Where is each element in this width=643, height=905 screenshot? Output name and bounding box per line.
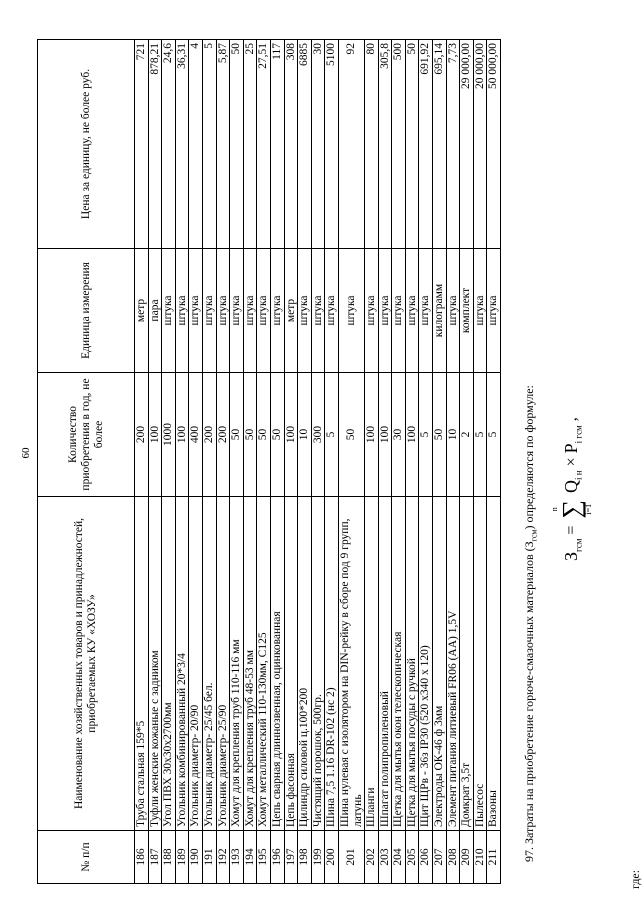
cell-price: 308 — [284, 40, 298, 249]
sum-upper-limit: n — [550, 507, 560, 512]
cell-price: 25 — [243, 40, 257, 249]
cell-price: 36,31 — [175, 40, 189, 249]
formula-q-symbol: Q — [561, 480, 582, 493]
cell-qty: 10 — [446, 373, 460, 497]
cell-num: 194 — [243, 831, 257, 884]
cell-name: Щетка для мытья окон телескопическая — [392, 497, 406, 831]
cell-unit: штука — [446, 249, 460, 373]
cell-name: Угольник диаметр- 20/90 — [189, 497, 203, 831]
formula-equals: = — [563, 525, 581, 535]
cell-price: 691,92 — [419, 40, 433, 249]
table-row — [216, 40, 230, 884]
formula-times: × — [563, 457, 581, 467]
table-row — [311, 40, 325, 884]
cell-name: Цилиндр силовой ц.100*200 — [298, 497, 312, 831]
cell-unit: штука — [487, 249, 501, 373]
formula-p — [561, 425, 584, 453]
cell-qty: 100 — [378, 373, 392, 497]
cell-price: 50 — [405, 40, 419, 249]
cell-name: Домкрат 3,5т — [460, 497, 474, 831]
cell-price: 721 — [135, 40, 149, 249]
cell-num: 188 — [162, 831, 176, 884]
table-row — [405, 40, 419, 884]
cell-unit: штука — [189, 249, 203, 373]
cell-price: 878,21 — [148, 40, 162, 249]
table-row — [446, 40, 460, 884]
table-row — [135, 40, 149, 884]
cell-name: Шланги — [365, 497, 379, 831]
table-body — [135, 40, 501, 884]
items-table — [37, 39, 501, 884]
cell-num: 198 — [298, 831, 312, 884]
cell-qty: 50 — [433, 373, 447, 497]
cell-qty: 400 — [189, 373, 203, 497]
cell-unit: штука — [175, 249, 189, 373]
header-num: № п/п — [38, 831, 135, 884]
cell-unit: штука — [162, 249, 176, 373]
sum-symbol: ∑ — [557, 500, 587, 519]
cell-num: 190 — [189, 831, 203, 884]
cell-name: Угольник диаметр- 25/45 бел. — [202, 497, 216, 831]
cell-num: 205 — [405, 831, 419, 884]
table-row — [243, 40, 257, 884]
table-row — [284, 40, 298, 884]
cell-price: 29 000,00 — [460, 40, 474, 249]
cell-num: 210 — [473, 831, 487, 884]
cell-qty: 200 — [216, 373, 230, 497]
header-name: Наименование хозяйственных товаров и принадлежностей, приобретаемых КУ «ХОЗУ» — [38, 497, 135, 831]
cell-num: 211 — [487, 831, 501, 884]
cell-price: 7,73 — [446, 40, 460, 249]
cell-qty: 50 — [243, 373, 257, 497]
formula — [550, 11, 594, 561]
cell-qty: 50 — [257, 373, 271, 497]
formula-p-subscript: i гсм — [573, 425, 584, 444]
cell-qty: 50 — [230, 373, 244, 497]
cell-qty: 30 — [392, 373, 406, 497]
cell-qty: 5 — [473, 373, 487, 497]
cell-unit: метр — [135, 249, 149, 373]
table-row — [378, 40, 392, 884]
cell-unit: комплект — [460, 249, 474, 373]
cell-name: Угол ПВХ 30х30х2700мм — [162, 497, 176, 831]
cell-name: Хомут для крепления труб 48-53 мм — [243, 497, 257, 831]
cell-qty: 5 — [419, 373, 433, 497]
cell-unit: штука — [257, 249, 271, 373]
cell-name: Щетка для мытья посуды с ручкой — [405, 497, 419, 831]
cell-price: 5,87 — [216, 40, 230, 249]
cell-unit: штука — [365, 249, 379, 373]
cell-num: 191 — [202, 831, 216, 884]
cell-unit: пара — [148, 249, 162, 373]
cell-price: 20 000,00 — [473, 40, 487, 249]
cell-name: Труба стальная 159*5 — [135, 497, 149, 831]
cell-num: 199 — [311, 831, 325, 884]
cell-unit: метр — [284, 249, 298, 373]
cell-unit: штука — [392, 249, 406, 373]
cell-price: 500 — [392, 40, 406, 249]
cell-num: 209 — [460, 831, 474, 884]
cell-price: 92 — [338, 40, 364, 249]
table-header-row — [38, 40, 135, 884]
cell-unit: штука — [216, 249, 230, 373]
cell-unit: штука — [298, 249, 312, 373]
cell-unit: штука — [202, 249, 216, 373]
paragraph-text-before: 97. Затраты на приобретение горюче-смазочных материалов (З — [522, 541, 537, 862]
table-row — [298, 40, 312, 884]
cell-num: 189 — [175, 831, 189, 884]
table-row — [392, 40, 406, 884]
cell-qty: 300 — [311, 373, 325, 497]
sum-lower-limit: i=1 — [584, 503, 594, 515]
cell-price: 305,8 — [378, 40, 392, 249]
cell-name: Хомут для крепления труб 110-116 мм — [230, 497, 244, 831]
summation — [550, 500, 594, 519]
cell-num: 200 — [325, 831, 339, 884]
cell-name: Элемент питания литиевый FR06 (АА) 1,5V — [446, 497, 460, 831]
table-row — [433, 40, 447, 884]
cell-qty: 200 — [202, 373, 216, 497]
header-unit: Единица измерения — [38, 249, 135, 373]
cell-num: 195 — [257, 831, 271, 884]
cell-num: 187 — [148, 831, 162, 884]
cell-unit: штука — [311, 249, 325, 373]
paragraph-97 — [522, 11, 538, 862]
cell-qty: 100 — [405, 373, 419, 497]
cell-unit: штука — [419, 249, 433, 373]
cell-unit: штука — [338, 249, 364, 373]
formula-p-symbol: P — [561, 443, 582, 454]
cell-qty: 100 — [175, 373, 189, 497]
formula-lhs-subscript: гсм — [573, 538, 584, 552]
cell-num: 206 — [419, 831, 433, 884]
cell-num: 192 — [216, 831, 230, 884]
cell-unit: килограмм — [433, 249, 447, 373]
cell-qty: 100 — [365, 373, 379, 497]
cell-qty: 5 — [325, 373, 339, 497]
cell-unit: штука — [243, 249, 257, 373]
cell-name: Угольник диаметр- 25/90 — [216, 497, 230, 831]
cell-unit: штука — [405, 249, 419, 373]
cell-price: 5100 — [325, 40, 339, 249]
formula-q-subscript: i н — [573, 470, 584, 480]
paragraph-subscript: гсм — [529, 529, 539, 542]
cell-num: 204 — [392, 831, 406, 884]
cell-num: 201 — [338, 831, 364, 884]
cell-price: 50 000,00 — [487, 40, 501, 249]
table-row — [270, 40, 284, 884]
cell-num: 202 — [365, 831, 379, 884]
cell-num: 197 — [284, 831, 298, 884]
table-row — [202, 40, 216, 884]
cell-price: 4 — [189, 40, 203, 249]
paragraph-text-after: ) определяются по формуле: — [522, 385, 537, 530]
table-row — [189, 40, 203, 884]
cell-qty: 200 — [135, 373, 149, 497]
cell-price: 80 — [365, 40, 379, 249]
cell-unit: штука — [230, 249, 244, 373]
cell-num: 196 — [270, 831, 284, 884]
cell-name: Цепь фасонная — [284, 497, 298, 831]
cell-unit: штука — [473, 249, 487, 373]
cell-price: 24,6 — [162, 40, 176, 249]
cell-name: Пылесос — [473, 497, 487, 831]
header-qty: Количество приобретения в год, не более — [38, 373, 135, 497]
cell-qty: 100 — [284, 373, 298, 497]
formula-q — [561, 470, 584, 493]
cell-name: Туфли женские кожаные с задником — [148, 497, 162, 831]
cell-price: 117 — [270, 40, 284, 249]
table-row — [365, 40, 379, 884]
table-row — [148, 40, 162, 884]
cell-name: Вазоны — [487, 497, 501, 831]
cell-qty: 50 — [270, 373, 284, 497]
formula-tail: , — [563, 417, 581, 422]
cell-name: Щит ЩРв - 36з IP30 (520 х340 х 120) — [419, 497, 433, 831]
cell-num: 186 — [135, 831, 149, 884]
cell-unit: штука — [325, 249, 339, 373]
cell-name: Чистящий порошок, 500гр. — [311, 497, 325, 831]
cell-name: Шина 7,5 1.16 DR-102 (нс 2) — [325, 497, 339, 831]
table-row — [419, 40, 433, 884]
page-number: 60 — [20, 447, 32, 459]
cell-qty: 5 — [487, 373, 501, 497]
cell-name: Цепь сварная длиннозвенная, оцинкованная — [270, 497, 284, 831]
formula-lhs — [561, 539, 584, 561]
table-row — [230, 40, 244, 884]
table-row — [473, 40, 487, 884]
cell-num: 203 — [378, 831, 392, 884]
formula-lhs-symbol: З — [561, 551, 582, 561]
cell-unit: штука — [378, 249, 392, 373]
cell-num: 193 — [230, 831, 244, 884]
cell-qty: 10 — [298, 373, 312, 497]
cell-name: Хомут металлический 110-130мм, С125 — [257, 497, 271, 831]
cell-price: 30 — [311, 40, 325, 249]
table-row — [162, 40, 176, 884]
cell-qty: 100 — [148, 373, 162, 497]
cell-num: 208 — [446, 831, 460, 884]
table-row — [487, 40, 501, 884]
cell-price: 5 — [202, 40, 216, 249]
cell-qty: 1000 — [162, 373, 176, 497]
table-row — [338, 40, 364, 884]
cell-num: 207 — [433, 831, 447, 884]
table-row — [257, 40, 271, 884]
cell-name: Шина нулевая с изолятором на DIN-рейку в сборе под 9 групп, латунь — [338, 497, 364, 831]
cell-price: 27,51 — [257, 40, 271, 249]
cell-qty: 2 — [460, 373, 474, 497]
table-row — [325, 40, 339, 884]
rotated-page-content — [37, 11, 643, 891]
cell-price: 6885 — [298, 40, 312, 249]
table-row — [460, 40, 474, 884]
where-label: где: — [628, 869, 643, 889]
table-row — [175, 40, 189, 884]
cell-price: 695,14 — [433, 40, 447, 249]
cell-name: Электроды ОК-46 ф 3мм — [433, 497, 447, 831]
cell-unit: штука — [270, 249, 284, 373]
header-price: Цена за единицу, не более руб. — [38, 40, 135, 249]
cell-qty: 50 — [338, 373, 364, 497]
cell-price: 50 — [230, 40, 244, 249]
cell-name: Шпагат полипропиленовый — [378, 497, 392, 831]
cell-name: Угольник комбинированный 20*3/4 — [175, 497, 189, 831]
